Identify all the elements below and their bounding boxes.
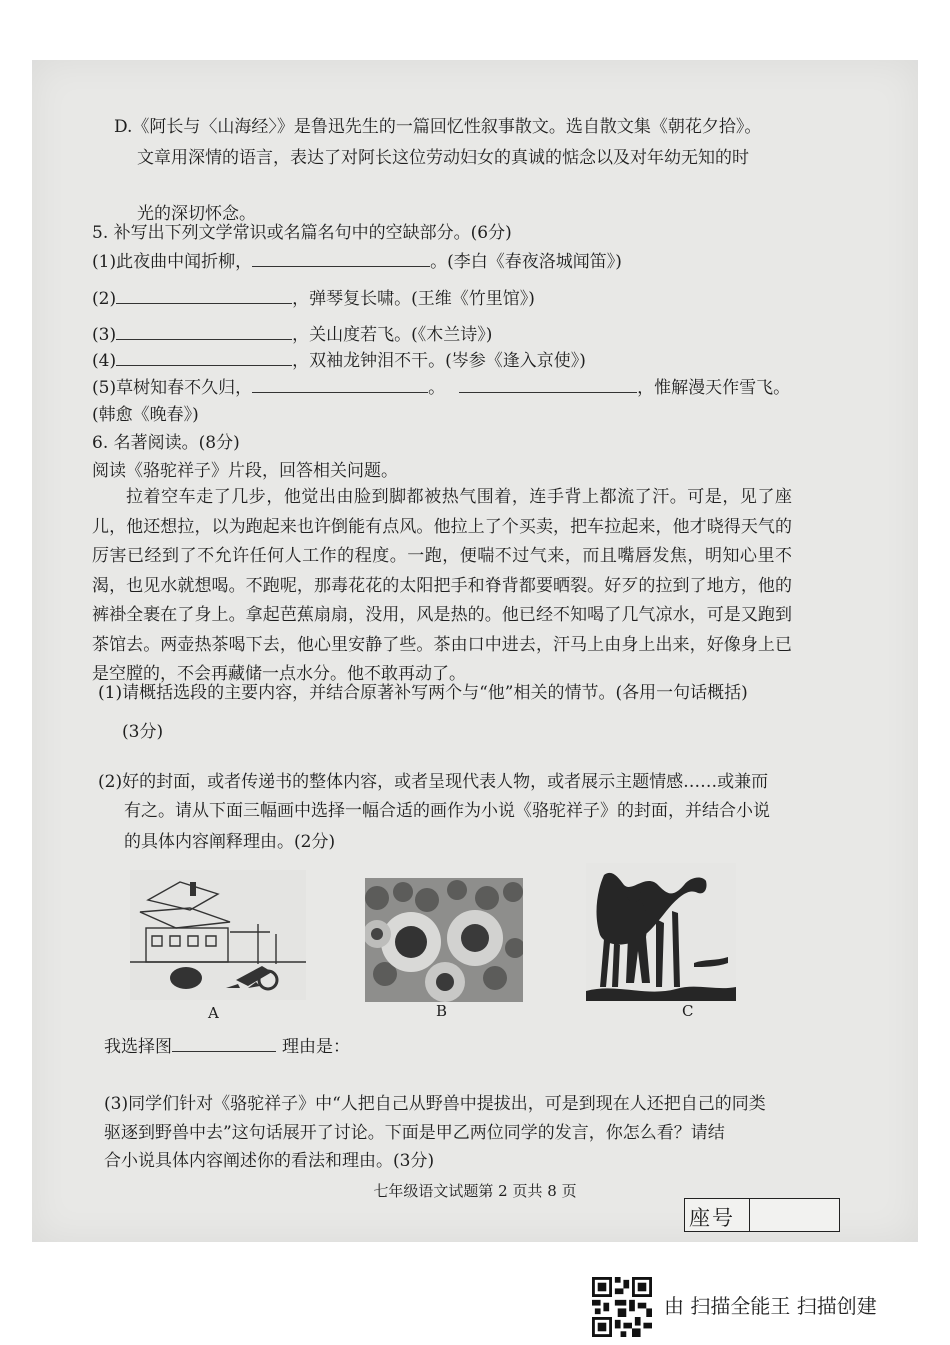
answer-blank[interactable]: [116, 285, 292, 304]
q5-line5: [92, 374, 790, 399]
choose-prefix: 我选择图: [104, 1037, 172, 1057]
picture-b-label: B: [436, 1002, 448, 1020]
q6-sub2-line3: 的具体内容阐释理由。(2分): [124, 832, 336, 852]
q5-line1: [92, 248, 622, 273]
q6-title: 6. 名著阅读。(8分): [92, 433, 240, 453]
q5-line4: [92, 347, 586, 372]
picture-b-sunflowers[interactable]: [365, 878, 523, 1002]
picture-a-city-gate[interactable]: [130, 870, 306, 1000]
picture-c-label: C: [682, 1002, 694, 1020]
q6-sub1-line2: (3分): [122, 722, 164, 742]
q6-sub3-line3: 合小说具体内容阐述你的看法和理由。(3分): [104, 1151, 435, 1171]
q5-line2-suffix: ，弹琴复长啸。(王维《竹里馆》): [292, 289, 535, 309]
q6-passage: 拉着空车走了几步，他觉出由脸到脚都被热气围着，连手背上都流了汗。可是，见了座儿，他还想拉，以为跑起来也许倒能有点风。他拉上了个买卖，把车拉起来，他才晓得天气的厉害已经到了不允许任何人工作的程度。一跑，便喘不过气来，而且嘴唇发焦，明知心里不渴，也见水就想喝。不跑呢，那毒花花的太阳把手和脊背都要晒裂。好歹的拉到了地方，他的裤褂全裹在了身上。拿起芭蕉扇扇，没用，风是热的。他已经不知喝了几气凉水，可是又跑到茶馆去。两壶热茶喝下去，他心里安静了些。茶由口中进去，汗马上由身上出来，好像身上已是空膛的，不会再藏储一点水分。他不敢再动了。: [92, 487, 792, 684]
q5-line5-prefix: (5)草树知春不久归，: [92, 378, 253, 398]
q5-line4-prefix: (4): [92, 351, 117, 371]
q6-sub3-line2: 驱逐到野兽中去”这句话展开了讨论。下面是甲乙两位同学的发言，你怎么看？请结: [104, 1123, 725, 1143]
choose-line: [104, 1033, 350, 1058]
answer-blank[interactable]: [116, 347, 292, 366]
q6-sub2-line2: 有之。请从下面三幅画中选择一幅合适的画作为小说《骆驼祥子》的封面，并结合小说: [124, 801, 770, 821]
exam-page: [32, 60, 918, 1242]
answer-blank[interactable]: [252, 248, 430, 267]
seat-number-box[interactable]: [684, 1198, 840, 1232]
qr-code-icon: [592, 1277, 652, 1337]
seat-label: 座号: [689, 1206, 735, 1230]
answer-blank[interactable]: [116, 321, 292, 340]
q5-line1-suffix: 。(李白《春夜洛城闻笛》): [430, 252, 622, 272]
q5-line5-source: (韩愈《晚春》): [92, 405, 199, 425]
q5-line3-suffix: ，关山度若飞。(《木兰诗》): [292, 325, 493, 345]
item-d-line3: 光的深切怀念。: [137, 204, 256, 224]
q5-line5-suffix: ，惟解漫天作雪飞。: [637, 378, 791, 398]
q5-line3: [92, 321, 492, 346]
q5-line5-mid: 。: [428, 378, 446, 398]
picture-choice-blank[interactable]: [172, 1033, 276, 1052]
choose-suffix: 理由是：: [282, 1037, 350, 1057]
q5-line3-prefix: (3): [92, 325, 117, 345]
q6-sub1-line1: (1)请概括选段的主要内容，并结合原著补写两个与“他”相关的情节。(各用一句话概括): [98, 683, 748, 703]
q6-intro: 阅读《骆驼祥子》片段，回答相关问题。: [92, 461, 398, 481]
picture-a-label: A: [208, 1004, 219, 1022]
q5-line1-prefix: (1)此夜曲中闻折柳，: [92, 252, 253, 272]
seat-divider: [749, 1199, 750, 1231]
answer-blank[interactable]: [252, 374, 428, 393]
page-footer: 七年级语文试题第 2 页共 8 页: [373, 1182, 577, 1200]
q5-line4-suffix: ，双袖龙钟泪不干。(岑参《逢入京使》): [292, 351, 586, 371]
q5-title: 5. 补写出下列文学常识或名篇名句中的空缺部分。(6分): [92, 223, 512, 243]
item-d-line2: 文章用深情的语言，表达了对阿长这位劳动妇女的真诚的惦念以及对年幼无知的时: [137, 148, 749, 168]
q5-line2-prefix: (2): [92, 289, 117, 309]
scanner-watermark: 由 扫描全能王 扫描创建: [664, 1294, 877, 1318]
answer-blank[interactable]: [459, 374, 637, 393]
item-d-line1: D.《阿长与〈山海经〉》是鲁迅先生的一篇回忆性叙事散文。选自散文集《朝花夕拾》。: [114, 117, 762, 137]
picture-c-man-and-camel[interactable]: [586, 863, 736, 1001]
q6-sub2-line1: (2)好的封面，或者传递书的整体内容，或者呈现代表人物，或者展示主题情感……或兼而: [98, 772, 769, 792]
q6-sub3-line1: (3)同学们针对《骆驼祥子》中“人把自己从野兽中提拔出，可是到现在人还把自己的同类: [104, 1094, 766, 1114]
q5-line2: [92, 285, 535, 310]
